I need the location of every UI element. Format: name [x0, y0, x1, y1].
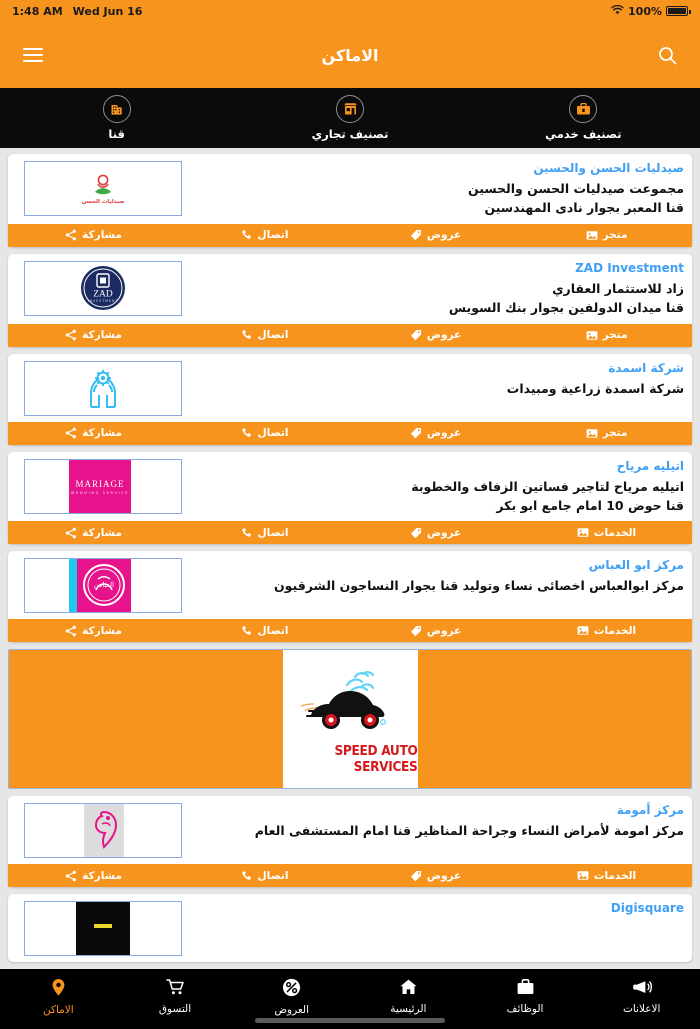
card-description-line: شركة اسمدة زراعية ومبيدات — [506, 380, 684, 396]
share-label: مشاركة — [82, 624, 122, 637]
nav-label: التسوق — [158, 1003, 192, 1016]
search-icon[interactable] — [652, 40, 682, 70]
services-button[interactable] — [521, 619, 692, 642]
card-address-line: قنا حوض 10 امام جامع ابو بكر — [496, 497, 684, 513]
share-button[interactable] — [8, 521, 179, 544]
card-text — [182, 361, 684, 398]
call-label: اتصال — [257, 526, 289, 539]
tag-icon — [410, 329, 422, 341]
briefcase-icon — [516, 978, 535, 1000]
share-label: مشاركة — [82, 229, 122, 242]
offers-button[interactable] — [350, 521, 521, 544]
share-icon — [65, 229, 77, 241]
svg-text:WEDDING SERVICE: WEDDING SERVICE — [70, 490, 130, 495]
percent-icon — [282, 978, 301, 1001]
card-body — [8, 254, 692, 324]
share-button[interactable] — [8, 864, 179, 887]
svg-text:MARIAGE: MARIAGE — [75, 478, 125, 489]
offers-button[interactable] — [350, 864, 521, 887]
nav-label: الوظائف — [506, 1003, 544, 1016]
digisquare-logo — [24, 901, 182, 956]
briefcase-icon — [569, 95, 597, 123]
nav-label: الرئيسية — [390, 1003, 427, 1016]
share-label: مشاركة — [82, 526, 122, 539]
tag-icon — [410, 870, 422, 882]
call-button[interactable] — [179, 521, 350, 544]
card-text — [182, 261, 684, 318]
tag-icon — [410, 427, 422, 439]
pharmacy-hasan-husein-logo — [24, 161, 182, 216]
svg-text:INVESTMENT: INVESTMENT — [87, 299, 119, 304]
status-time: 1:48 AM — [12, 4, 63, 18]
services-button[interactable] — [521, 521, 692, 544]
share-label: مشاركة — [82, 869, 122, 882]
ad-banner[interactable] — [8, 649, 692, 789]
offers-label: عروض — [426, 427, 462, 439]
call-label: اتصال — [257, 869, 289, 882]
home-indicator — [255, 1018, 445, 1023]
card-body — [8, 894, 692, 962]
card-body — [8, 796, 692, 864]
card-action-bar — [8, 521, 692, 544]
category-label: تصنيف تجاري — [311, 127, 389, 141]
card-title: Digisquare — [610, 901, 684, 916]
hamburger-menu-icon[interactable] — [18, 40, 48, 70]
svg-text:العباس: العباس — [93, 581, 115, 590]
card-body — [8, 154, 692, 224]
location-pin-icon — [50, 978, 67, 1001]
category-label: تصنيف خدمي — [545, 127, 622, 141]
place-card[interactable] — [8, 452, 692, 545]
share-label: مشاركة — [82, 427, 122, 439]
bottom-navigation — [0, 969, 700, 1029]
nav-item-offers[interactable] — [233, 978, 350, 1016]
services-label: الخدمات — [593, 624, 637, 637]
megaphone-icon — [632, 978, 652, 1000]
status-date: Wed Jun 16 — [72, 4, 143, 18]
image-icon — [586, 230, 598, 241]
card-action-bar — [8, 224, 692, 247]
image-icon — [586, 428, 598, 439]
card-title: مركز أمومة — [616, 803, 684, 818]
shopping-cart-icon — [166, 978, 185, 1000]
image-icon — [577, 527, 589, 538]
offers-label: عروض — [426, 869, 462, 882]
image-icon — [586, 330, 598, 341]
store-icon — [336, 95, 364, 123]
offers-label: عروض — [426, 229, 462, 242]
phone-icon — [241, 229, 253, 241]
offers-label: عروض — [426, 526, 462, 539]
building-icon — [103, 95, 131, 123]
nav-label: الاعلانات — [622, 1003, 661, 1016]
abu-abbas-center-logo — [24, 558, 182, 613]
card-title: ZAD Investment — [575, 260, 684, 275]
place-card[interactable] — [8, 254, 692, 347]
speed-auto-services-car-logo — [283, 650, 418, 788]
card-address-line: قنا المعبر بجوار نادى المهندسين — [484, 200, 684, 216]
call-button[interactable] — [179, 324, 350, 347]
phone-icon — [241, 870, 253, 882]
phone-icon — [241, 527, 253, 539]
phone-icon — [241, 625, 253, 637]
image-icon — [577, 870, 589, 881]
store-button[interactable] — [521, 224, 692, 247]
nav-label: الاماكن — [42, 1004, 74, 1017]
status-bar-left — [12, 5, 142, 18]
share-button[interactable] — [8, 422, 179, 445]
offers-button[interactable] — [350, 324, 521, 347]
home-icon — [399, 978, 418, 1000]
services-button[interactable] — [521, 864, 692, 887]
battery-percent-label: 100% — [628, 4, 662, 18]
card-text — [182, 803, 684, 840]
svg-text:صيدليات الحسن: صيدليات الحسن — [81, 198, 125, 205]
card-description-line: اتيليه مرياح لتاجير فساتين الزفاف والخطوبة — [411, 478, 684, 494]
call-label: اتصال — [257, 624, 289, 637]
call-button[interactable] — [179, 422, 350, 445]
offers-button[interactable] — [350, 224, 521, 247]
card-title: مركز ابو العباس — [588, 558, 684, 573]
category-tab-khadami[interactable] — [467, 95, 700, 141]
zad-investment-logo — [24, 261, 182, 316]
card-title: شركة اسمدة — [608, 360, 684, 375]
category-tab-qena[interactable] — [0, 95, 233, 141]
card-description-line: مركز امومة لأمراض النساء وجراحة المناظير قنا امام المستشفى العام — [254, 823, 684, 839]
services-label: الخدمات — [593, 869, 637, 882]
card-description-line: زاد للاستثمار العقاري — [552, 280, 684, 296]
card-action-bar — [8, 619, 692, 642]
store-label: متجر — [602, 329, 628, 341]
store-label: متجر — [602, 427, 628, 439]
tag-icon — [410, 625, 422, 637]
wifi-icon — [611, 5, 624, 18]
nav-item-places[interactable] — [0, 978, 117, 1016]
share-icon — [65, 625, 77, 637]
category-tab-togari[interactable] — [233, 95, 466, 141]
place-card[interactable] — [8, 796, 692, 887]
nav-item-jobs[interactable] — [467, 978, 584, 1015]
store-button[interactable] — [521, 324, 692, 347]
tag-icon — [410, 229, 422, 241]
card-text — [182, 901, 684, 919]
card-body — [8, 354, 692, 422]
card-action-bar — [8, 422, 692, 445]
store-button[interactable] — [521, 422, 692, 445]
card-action-bar — [8, 864, 692, 887]
share-icon — [65, 329, 77, 341]
nav-item-home[interactable] — [350, 978, 467, 1015]
call-label: اتصال — [257, 427, 289, 439]
fertilizer-hands-gear-logo — [24, 361, 182, 416]
call-button[interactable] — [179, 619, 350, 642]
status-bar-right — [611, 5, 688, 18]
card-description-line: مركز ابوالعباس اخصائى نساء وتوليد قنا بجوار النساجون الشرقيون — [273, 578, 684, 594]
places-feed[interactable] — [0, 148, 700, 969]
share-icon — [65, 870, 77, 882]
offers-button[interactable] — [350, 422, 521, 445]
page-title: الاماكن — [321, 45, 379, 65]
offers-button[interactable] — [350, 619, 521, 642]
share-button[interactable] — [8, 324, 179, 347]
call-button[interactable] — [179, 864, 350, 887]
card-description-line: مجموعت صيدليات الحسن والحسين — [467, 181, 684, 196]
mariage-atelier-logo — [24, 459, 182, 514]
share-icon — [65, 527, 77, 539]
services-label: الخدمات — [593, 526, 637, 539]
offers-label: عروض — [426, 624, 462, 637]
card-action-bar — [8, 324, 692, 347]
share-button[interactable] — [8, 224, 179, 247]
ad-banner-text: SPEED AUTO SERVICES — [334, 743, 418, 776]
store-label: متجر — [602, 229, 628, 242]
tag-icon — [410, 527, 422, 539]
nav-label: العروض — [274, 1004, 310, 1017]
card-text — [182, 558, 684, 595]
phone-icon — [241, 427, 253, 439]
share-button[interactable] — [8, 619, 179, 642]
app-bar — [0, 22, 700, 88]
card-body — [8, 551, 692, 619]
place-card-partial[interactable] — [8, 894, 692, 962]
place-card[interactable] — [8, 154, 692, 247]
status-bar — [0, 0, 700, 22]
place-card[interactable] — [8, 551, 692, 642]
category-label: قنا — [108, 127, 125, 141]
card-text — [182, 161, 684, 218]
nav-item-shopping[interactable] — [117, 978, 234, 1015]
call-label: اتصال — [257, 229, 289, 242]
place-card[interactable] — [8, 354, 692, 445]
card-address-line: قنا ميدان الدولفين بجوار بنك السويس — [448, 300, 684, 316]
share-icon — [65, 427, 77, 439]
nav-item-ads[interactable] — [583, 978, 700, 1015]
svg-text:ZAD: ZAD — [93, 289, 113, 300]
phone-icon — [241, 329, 253, 341]
card-title: صيدليات الحسن والحسين — [533, 161, 684, 175]
call-label: اتصال — [257, 329, 289, 341]
share-label: مشاركة — [82, 329, 122, 341]
offers-label: عروض — [426, 329, 462, 341]
category-strip — [0, 88, 700, 148]
image-icon — [577, 625, 589, 636]
omooma-center-logo — [24, 803, 182, 858]
call-button[interactable] — [179, 224, 350, 247]
card-text — [182, 459, 684, 516]
card-body — [8, 452, 692, 522]
battery-full-icon — [666, 6, 688, 16]
card-title: اتيليه مرياح — [616, 458, 684, 473]
